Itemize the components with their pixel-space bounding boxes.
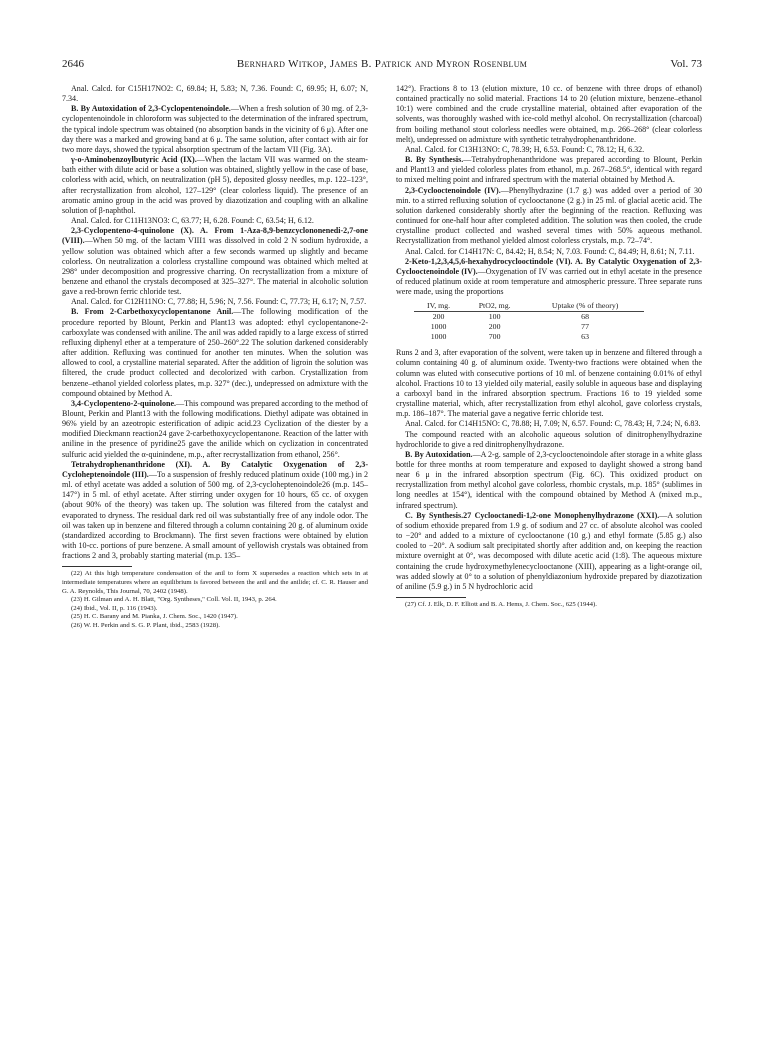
section-heading: 2-Keto-1,2,3,4,5,6-hexahydrocyclooctindole (VI). A. By Catalytic Oxygenation of 2,3-Cyclooctenoindole (IV).: [396, 256, 702, 276]
section-paragraph: [62, 460, 368, 562]
right-column: [396, 84, 702, 610]
table-cell: 200: [488, 322, 501, 332]
section-body: —Phenylhydrazine (1.7 g.) was added over a period of 30 min. to a stirred refluxing solution of cyclooctanone (2 g.) in 25 ml. of glacial acetic acid. The solution darkened considerably shortly after the beginning of the reaction. Refluxing was continued for one-half hour after completed addition. The solution was then cooled, the crude crystalline product collected and washed several times with 50% aqueous methanol. Recrystallization from methanol yielded almost colorless crystals, m.p. 72–74°.: [396, 185, 703, 246]
analysis-paragraph: Anal. Calcd. for C12H11NO: C, 77.88; H, 5.96; N, 7.56. Found: C, 77.73; H, 6.17; N, 7.57.: [71, 297, 367, 307]
left-column: [62, 84, 368, 631]
section-paragraph: [62, 399, 368, 460]
section-body: —A 2-g. sample of 2,3-cyclooctenoindole after storage in a white glass bottle for three months at room temperature and exposed to daylight showed a strong band near 6 μ in the infrared absorption spectrum (Fig. 6C). This oxidized product on recrystallization from methyl alcohol gave colorless, rhombic crystals, m.p. 185° (sublimes in long needles at 154°), identical with the compound obtained by Method A (mixed m.p., infrared spectrum).: [396, 449, 702, 510]
section-heading: γ-o-Aminobenzoylbutyric Acid (IX).: [71, 155, 197, 165]
section-paragraph: [62, 226, 368, 297]
table-row: [414, 322, 644, 332]
analysis-paragraph: Anal. Calcd. for C15H17NO2: C, 69.84; H, 5.83; N, 7.36. Found: C, 69.95; H, 6.07; N, 7.34.: [62, 84, 368, 104]
section-body: —When a fresh solution of 30 mg. of 2,3-cyclopentenoindole in chloroform was subjected to the determination of the infrared spectrum, the typical indole spectrum was obtained (no absorption bands in the vicinity of 6 μ). After one day there was a marked and growing band at 6 μ. The same solution, after contact with air for two more days, showed the typical absorption spectrum of the lactam VII (Fig. 3A).: [62, 104, 368, 154]
section-body: —Oxygenation of IV was carried out in ethyl acetate in the presence of reduced platinum oxide at room temperature and atmospheric pressure. Three separate runs were made, using the proportions: [396, 266, 702, 297]
footnote-rule: [62, 566, 132, 567]
table-cell: 1000: [430, 322, 447, 332]
section-paragraph: [396, 155, 702, 185]
oxygenation-runs-table: [414, 301, 644, 342]
section-paragraph: [62, 104, 368, 155]
section-paragraph: [396, 186, 702, 247]
table-cell: 77: [581, 322, 589, 332]
continued-paragraph: 142°). Fractions 8 to 13 (elution mixture, 10 cc. of benzene with three drops of ethanol) contained practically no solid material. Fractions 14 to 20 (elution mixture, benzene–ethanol 10:1) were combined and the crude crystalline material, obtained after evaporation of the solvents, was thoroughly washed with ice-cold methyl alcohol. On recrystallization (charcoal) from boiling methanol stout colorless needles were obtained, m.p. 266–268° (clear colorless melt), undepressed on admixture with synthetic tetrahydrophenanthridone.: [396, 84, 702, 144]
section-body: —When the lactam VII was warmed on the steam-bath either with dilute acid or base a solution was obtained, slightly yellow in the case of base, colorless with acid, which, on neutralization (pH 5), deposited glossy needles, m.p. 122–123°, after recrystallization from alcohol, 127–129° (clear colorless liquid). The presence of an aromatic amino group in the acid was proved by diazotization and coupling with an alkaline solution of β-naphthol.: [62, 155, 368, 215]
section-body: —A solution of sodium ethoxide prepared from 1.9 g. of sodium and 27 cc. of absolute alcohol was cooled to −20° and added to a mixture of cyclooctanone (10 g.) and ethyl formate (5.85 g.) also cooled to −20°. A sodium salt precipitated shortly after addition and, on keeping the reaction mixture overnight at 0°, was decomposed with dilute acetic acid (1:8). The aqueous mixture containing the crude hydroxymethylenecyclooctanone (XIII), appearing as a light-orange oil, was added slowly at 0° to a solution of phenyldiazonium hydroxide prepared by diazotization of aniline (5.9 g.) in 5 N hydrochloric acid: [396, 510, 703, 591]
table-cell: 68: [581, 312, 589, 322]
footnotes-right: [396, 601, 702, 610]
analysis-paragraph: Anal. Calcd. for C14H15NO: C, 78.88; H, 7.09; N, 6.57. Found: C, 78.43; H, 7.24; N, 6.83.: [405, 419, 701, 429]
section-paragraph: [396, 511, 702, 592]
footnotes-left: [62, 570, 368, 630]
section-heading: C. By Synthesis.27 Cyclooctanedi-1,2-one Monophenylhydrazone (XXI).: [405, 510, 660, 520]
body-paragraph: The compound reacted with an alcoholic aqueous solution of dinitrophenylhydrazine hydrochloride to give a red dinitrophenylhydrazone.: [396, 429, 702, 449]
analysis-paragraph: Anal. Calcd. for C11H13NO3: C, 63.77; H, 6.28. Found: C, 63.54; H, 6.12.: [71, 216, 314, 226]
table-header-row: [414, 301, 644, 312]
footnote: (22) At this high temperature condensation of the anil to form X supersedes a reaction which sets in at intermediate temperatures where an equilibrium is favored between the anil and the anilide; cf. C. R. Hauser and G. A. Reynolds, This Journal, 70, 2402 (1948).: [62, 570, 368, 595]
section-body: —To a suspension of freshly reduced platinum oxide (100 mg.) in 2 ml. of ethyl acetate was added a solution of 500 mg. of 2,3-cycloheptenoindole26 (m.p. 145–147°) in 5 ml. of ethyl acetate. After stirring under oxygen for 10 hours, 65 cc. of oxygen (about 90% of the theory) was taken up. The solution was filtered from the catalyst and evaporated to dryness. The residual dark red oil was substantially free of any indole odor. The oil was taken up in benzene and filtered through a column containing 20 g. of aluminum oxide (standardized according to Brockmann). The first seven fractions were obtained by elution with 10-cc. portions of pure benzene. A small amount of yellowish crystals was obtained from fractions 2 and 3, probably starting material (m.p. 135–: [62, 469, 369, 561]
section-heading: B. By Autoxidation.: [405, 449, 473, 459]
section-paragraph: [62, 155, 368, 216]
table-cell: 100: [488, 312, 501, 322]
page-number: 2646: [62, 58, 84, 70]
footnote-rule: [396, 597, 466, 598]
analysis-paragraph: Anal. Calcd. for C13H13NO: C, 78.39; H, 6.53. Found: C, 78.12; H, 6.32.: [405, 144, 645, 154]
section-paragraph: [396, 257, 702, 298]
footnote: (27) Cf. J. Elk, D. F. Elliott and B. A. Hems, J. Chem. Soc., 625 (1944).: [405, 601, 597, 609]
table-cell: 1000: [430, 332, 447, 342]
section-body: —Tetrahydrophenanthridone was prepared according to Blount, Perkin and Plant13 and yielded colorless plates from ethanol, m.p. 267–268.5°, identical with regard to mixed melting point and infrared spectrum with the material obtained by Method A.: [396, 155, 702, 185]
section-heading: B. By Autoxidation of 2,3-Cyclopentenoindole.: [71, 104, 231, 114]
footnote: (26) W. H. Perkin and S. G. P. Plant, ibid., 2583 (1928).: [71, 621, 220, 629]
section-heading: Tetrahydrophenanthridone (XI). A. By Catalytic Oxygenation of 2,3-Cycloheptenoindole (III).: [62, 459, 368, 479]
footnote: (25) H. C. Barany and M. Pianka, J. Chem. Soc., 1420 (1947).: [71, 613, 238, 621]
table-header: PtO2, mg.: [463, 301, 526, 312]
page-header: [62, 58, 702, 72]
section-heading: B. From 2-Carbethoxycyclopentanone Anil.: [71, 307, 234, 317]
section-paragraph: [62, 307, 368, 398]
continued-paragraph: Runs 2 and 3, after evaporation of the solvent, were taken up in benzene and filtered through a column containing 40 g. of aluminum oxide. Twenty-two fractions were obtained when the column was eluted with consecutive portions of 10 ml. of benzene containing 0.01% of ethyl alcohol. Fractions 10 to 13 yielded oily material, easily soluble in aqueous base and displaying a carboxyl band in the infrared absorption spectrum. Fractions 16 to 19 yielded some crystalline material, which, after recrystallization from ethyl alcohol, gave colorless crystals, m.p. 186–187°. The material gave a negative ferric chloride test.: [396, 348, 702, 419]
table-cell: 200: [432, 312, 445, 322]
footnote: (23) H. Gilman and A. H. Blatt, "Org. Syntheses," Coll. Vol. II, 1943, p. 264.: [71, 596, 277, 604]
footnote: (24) Ibid., Vol. II, p. 116 (1943).: [71, 604, 158, 612]
table-header: IV, mg.: [414, 301, 463, 312]
section-heading: B. By Synthesis.: [405, 155, 464, 165]
section-body: —The following modification of the procedure reported by Blount, Perkin and Plant13 was adopted: ethyl cyclopentanone-2-carboxylate was condensed with aniline. The anil was added rapidly to a large excess of stirred refluxing diphenyl ether at a temperature of 250–260°.22 The solution darkened considerably after addition. Refluxing was continued for another ten minutes. When the solution was allowed to cool, a crystalline material separated. After the addition of ligroin the solution was filtered, the crude product collected and decolorized with carbon. Crystallization from benzene–ethanol yielded colorless plates, m.p. 327° (dec.), undepressed on admixture with the compound obtained by Method A.: [62, 307, 368, 398]
table-row: [414, 312, 644, 323]
table-cell: 63: [581, 332, 589, 342]
section-body: —This compound was prepared according to the method of Blount, Perkin and Plant13 with the following modifications. Diethyl adipate was obtained in 96% yield by an azeotropic esterification of adipic acid.23 Cyclization of the diester by a modified Dieckmann reaction24 gave 2-carbethoxycyclopentanone. Reaction of the latter with aniline in the presence of pyridine25 gave the anilide which on cyclization in concentrated sulfuric acid yielded the α-quinindene, m.p., after recrystallization from ethanol, 256°.: [62, 398, 368, 459]
running-authors: Bernhard Witkop, James B. Patrick and Myron Rosenblum: [236, 58, 528, 70]
table-row: [414, 332, 644, 342]
section-body: —When 50 mg. of the lactam VIII1 was dissolved in cold 2 N sodium hydroxide, a yellow solution was obtained which after a few seconds warmed up slightly and became colorless. On neutralization a colorless crystalline compound was obtained which melted at 298° under decomposition and progressive charring. On recrystallization from a mixture of benzene and ethanol the crystals decomposed at 325–327°. The material in alcoholic solution gave a red-brown ferric chloride test.: [62, 236, 368, 297]
section-heading: 2,3-Cyclopenteno-4-quinolone (X). A. From 1-Aza-8,9-benzcyclononenedi-2,7-one (VIII).: [62, 226, 368, 246]
table-header: Uptake (% of theory): [526, 301, 644, 312]
table-cell: 700: [488, 332, 501, 342]
section-heading: 2,3-Cyclooctenoindole (IV).: [405, 185, 501, 195]
section-paragraph: [396, 450, 702, 511]
volume-label: Vol. 73: [670, 58, 702, 70]
analysis-paragraph: Anal. Calcd. for C14H17N: C, 84.42; H, 8.54; N, 7.03. Found: C, 84.49; H, 8.61; N, 7.11.: [405, 246, 695, 256]
section-heading: 3,4-Cyclopenteno-2-quinolone.: [71, 398, 177, 408]
